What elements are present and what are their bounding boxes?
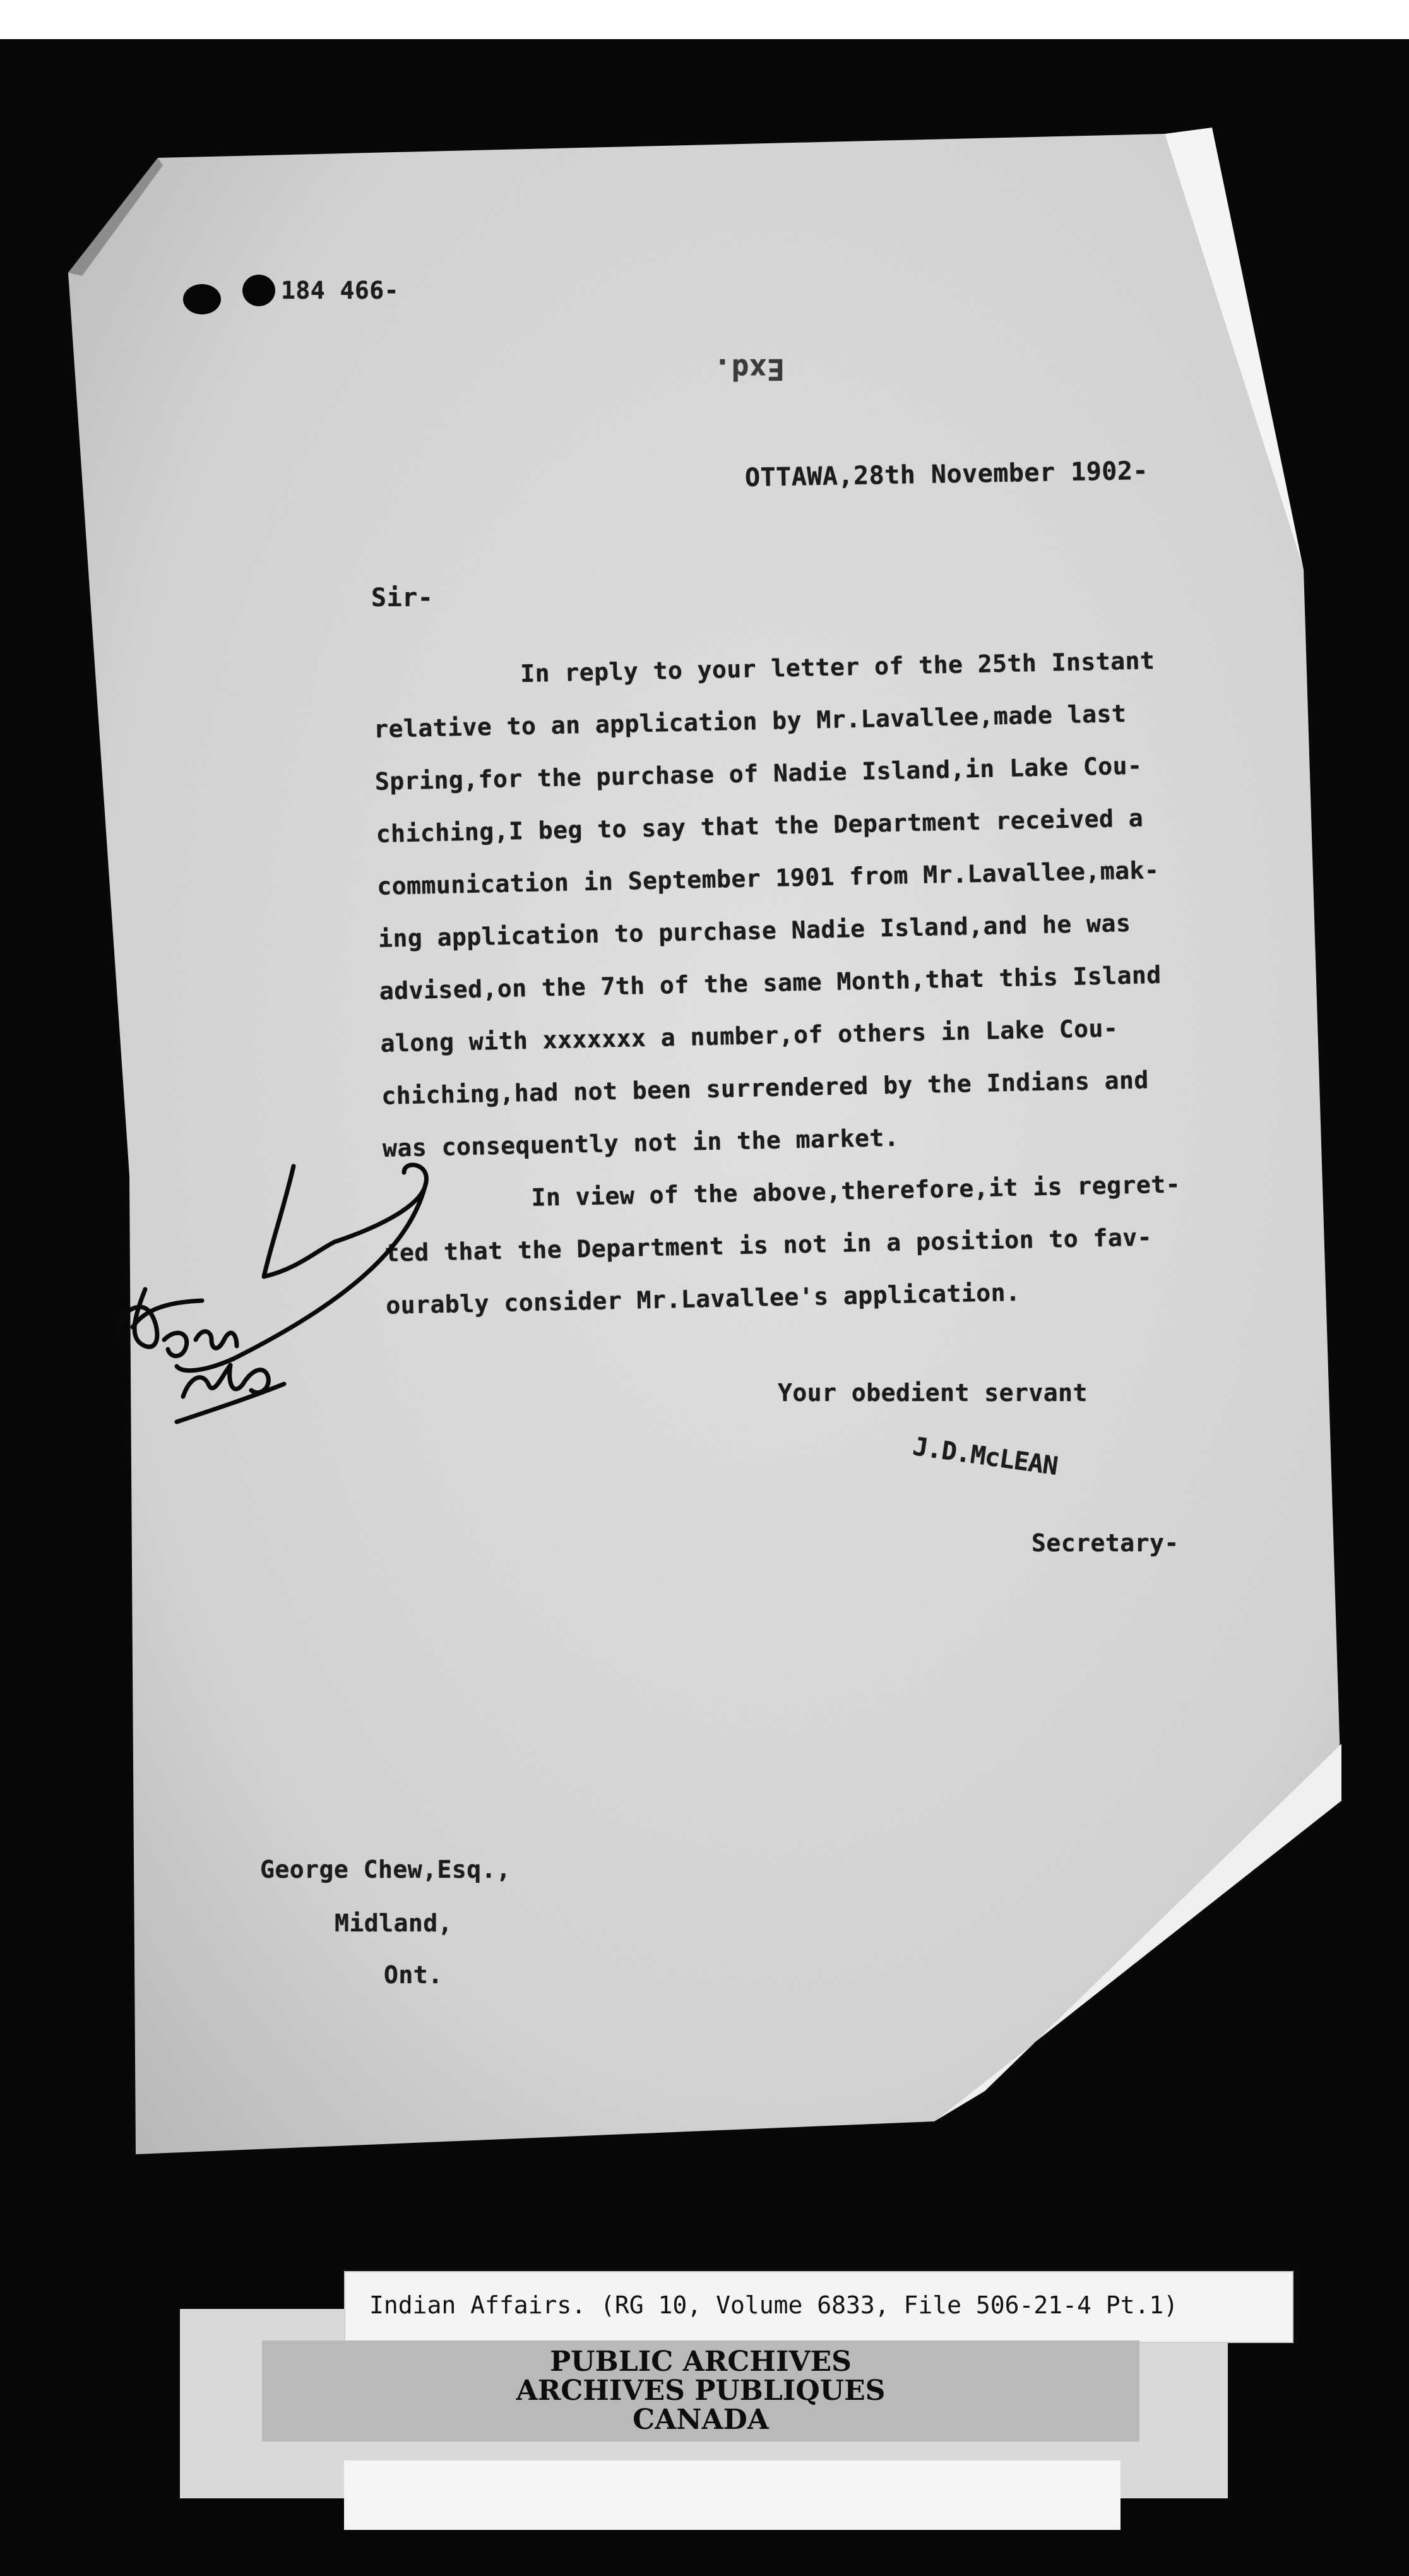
- exd-stamp: Exd.: [713, 352, 785, 386]
- addressee-province: Ont.: [384, 1961, 443, 1989]
- body-line: advised,on the 7th of the same Month,that this Island: [379, 960, 1162, 1005]
- archive-country: CANADA: [633, 2404, 769, 2436]
- body-line: Spring,for the purchase of Nadie Island,in Lake Cou-: [374, 751, 1143, 796]
- salutation: Sir-: [371, 583, 434, 612]
- letter-sheet: [0, 39, 1409, 2211]
- body-line: In view of the above,therefore,it is regret-: [383, 1170, 1181, 1215]
- body-line: ing application to purchase Nadie Island,and he was: [378, 909, 1131, 953]
- body-line: chiching,had not been surrendered by the Indians and: [381, 1066, 1150, 1110]
- body-line: was consequently not in the market.: [382, 1123, 900, 1162]
- archive-label: [180, 2271, 1228, 2517]
- archive-citation: Indian Affairs. (RG 10, Volume 6833, File 506-21-4 Pt.1): [369, 2291, 1179, 2319]
- signature-stamp: J.D.McLEAN: [910, 1432, 1059, 1481]
- archive-name-fr: ARCHIVES PUBLIQUES: [516, 2375, 886, 2407]
- punch-hole-right: [242, 275, 275, 306]
- body-line: chiching,I beg to say that the Department received a: [376, 804, 1144, 848]
- addressee-name: George Chew,Esq.,: [260, 1856, 511, 1883]
- microfilm-frame: [0, 39, 1409, 2576]
- signer-title: Secretary-: [1031, 1529, 1179, 1557]
- archive-name-en: PUBLIC ARCHIVES: [550, 2346, 852, 2378]
- punch-hole-left: [183, 284, 221, 314]
- citation-box: [344, 2271, 1293, 2343]
- body-line: ourably consider Mr.Lavallee's application.: [385, 1278, 1021, 1320]
- label-bottom-strip: [344, 2460, 1121, 2530]
- date-line: OTTAWA,28th November 1902-: [744, 456, 1149, 492]
- body-line: communication in September 1901 from Mr.Lavallee,mak-: [376, 856, 1160, 900]
- body-line: In reply to your letter of the 25th Instant: [372, 647, 1155, 691]
- closing: Your obedient servant: [778, 1379, 1088, 1407]
- addressee-city: Midland,: [335, 1909, 453, 1937]
- body-line: ted that the Department is not in a position to fav-: [384, 1223, 1153, 1267]
- reference-number: 184 466-: [281, 277, 400, 304]
- body-line: relative to an application by Mr.Lavallee,made last: [373, 700, 1127, 743]
- archive-stamp-box: [262, 2340, 1139, 2442]
- body-line: along with xxxxxxx a number,of others in Lake Cou-: [380, 1014, 1119, 1058]
- top-margin-strip: [0, 0, 1409, 39]
- letter-body: [372, 645, 1264, 1344]
- handwritten-annotation: [107, 1157, 461, 1460]
